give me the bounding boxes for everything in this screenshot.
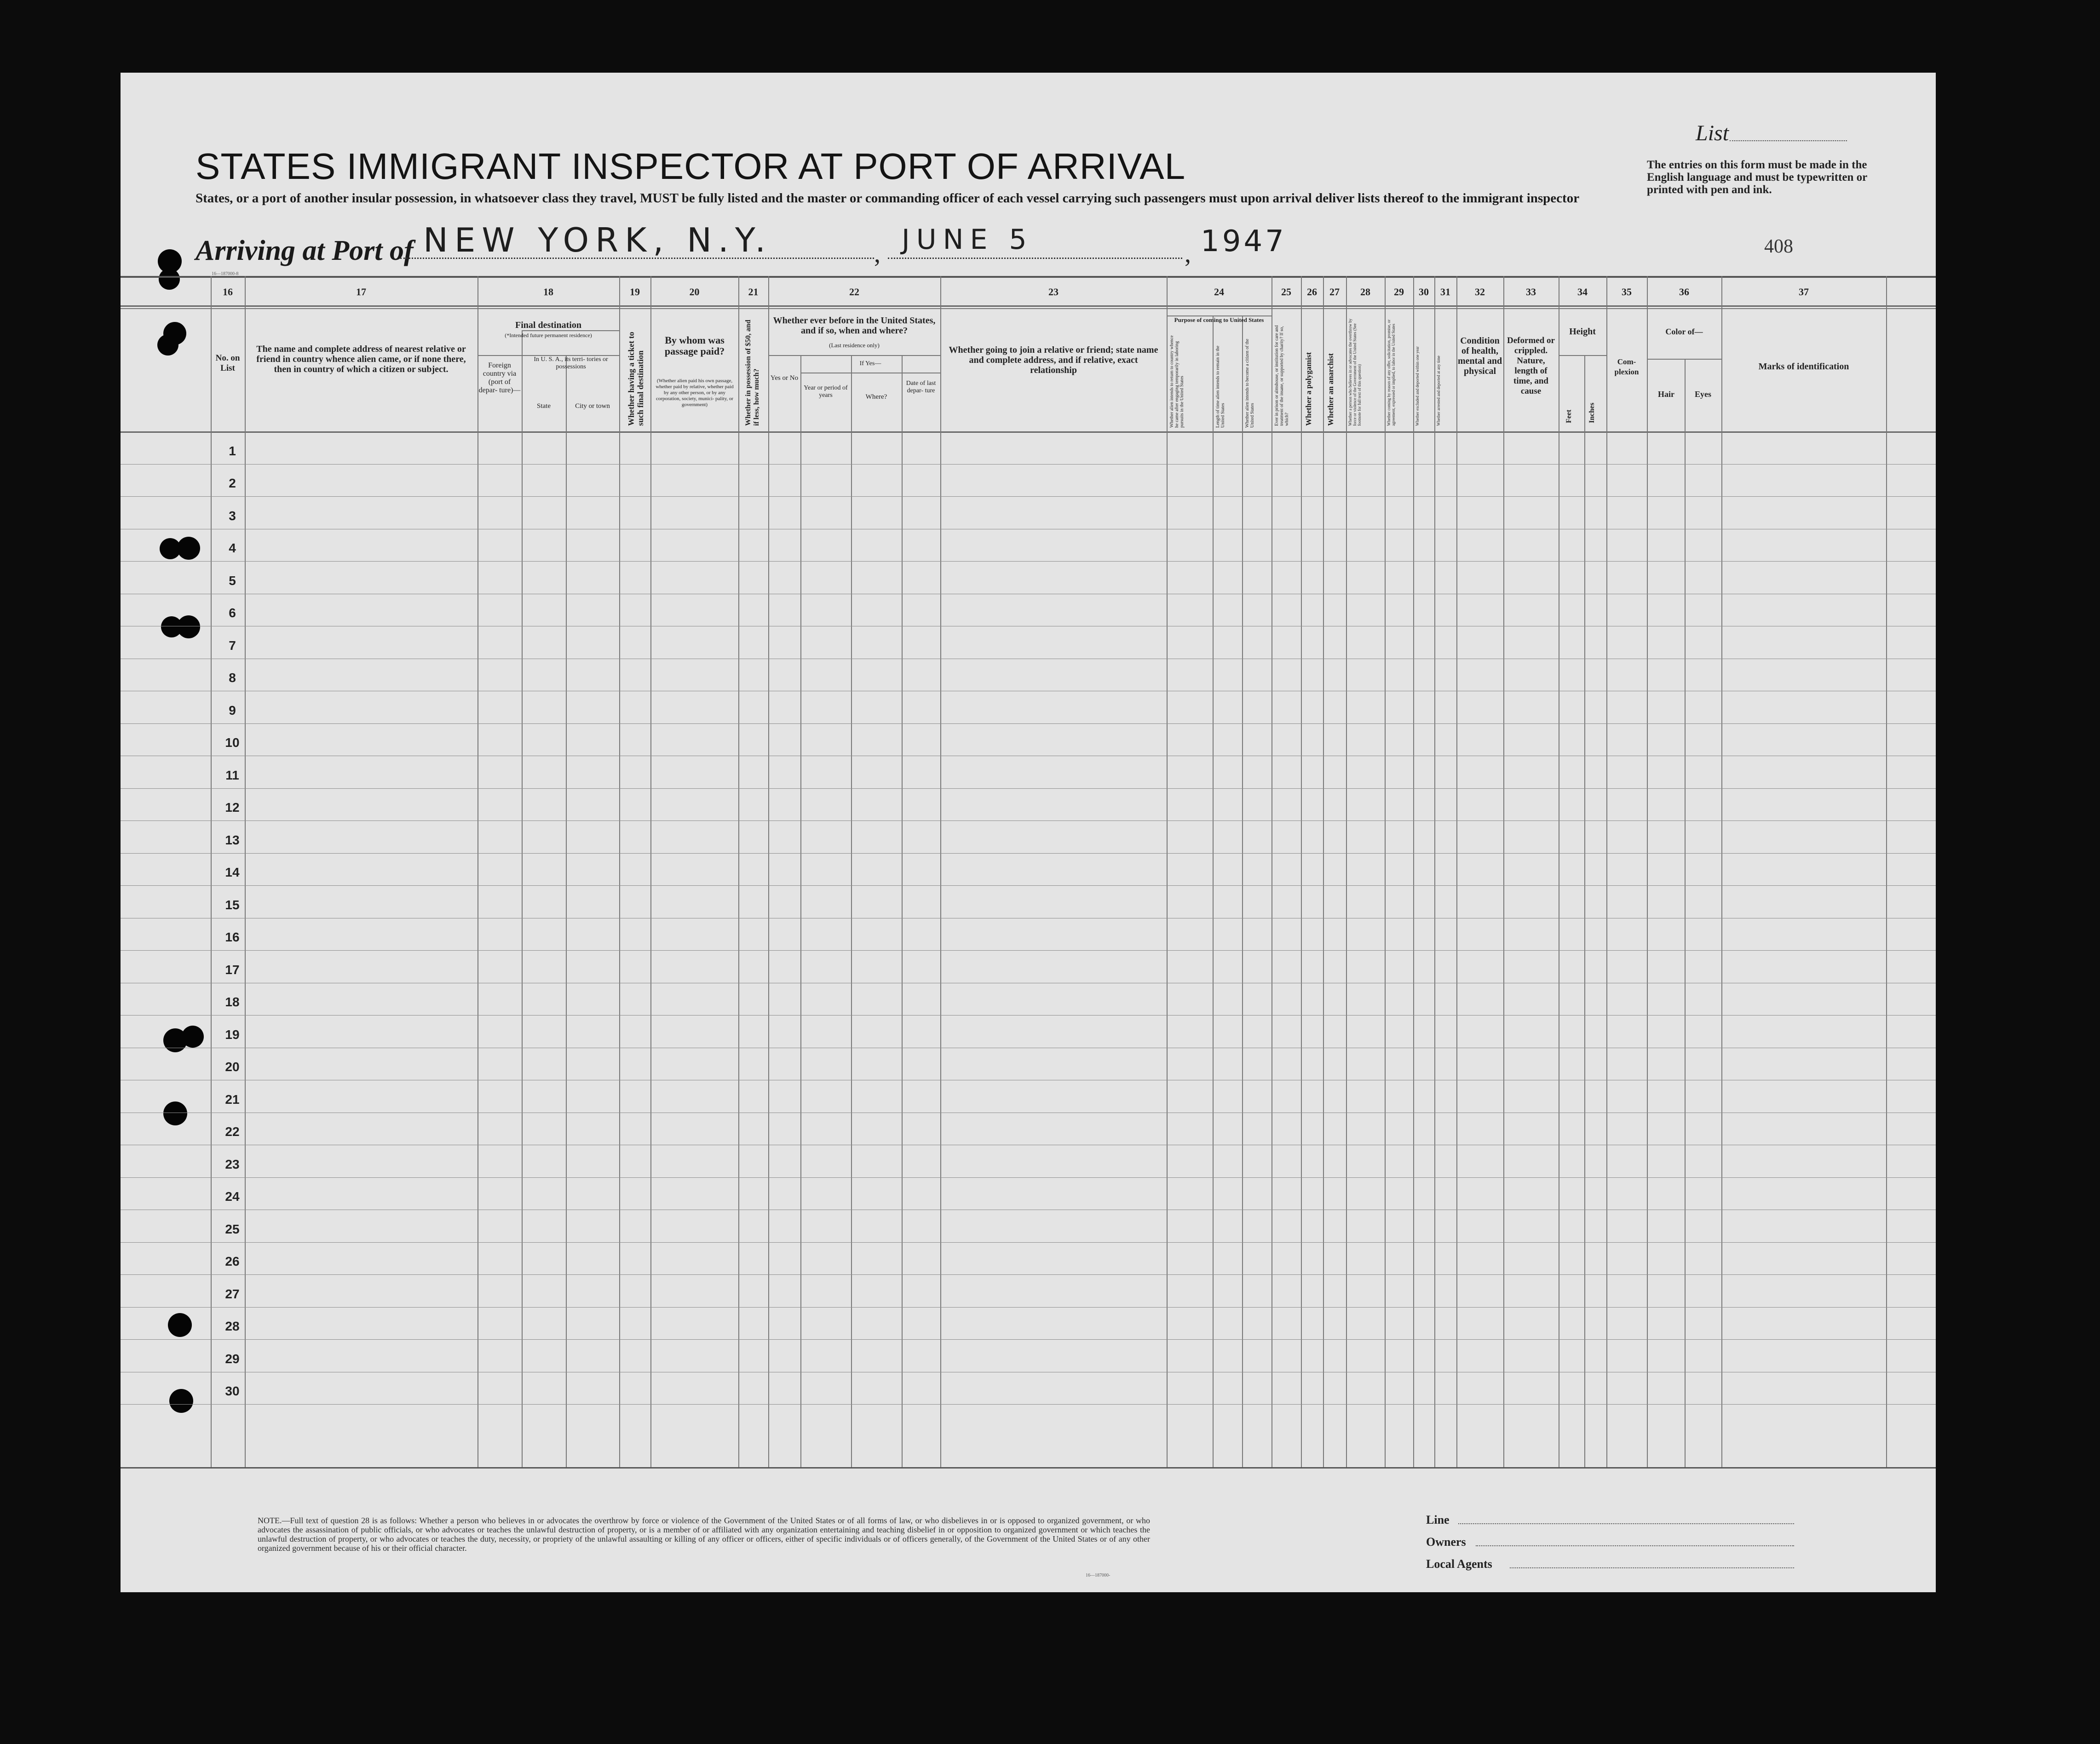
row-number: 27	[225, 1286, 240, 1301]
col-divider	[1456, 276, 1457, 1467]
list-label: List	[1696, 121, 1729, 145]
row-number: 29	[225, 1351, 240, 1366]
column-number: 19	[630, 286, 640, 298]
row-number: 2	[229, 476, 236, 490]
footnote-q28: NOTE.—Full text of question 28 is as follows: Whether a person who believes in or advocates the overthrow by force or violence of the Government of the United States or of all forms of law, or who disbelieves in or is opposed to organized government, or who advocates the assassination of public officials, or who advocates or teaches the unlawful destruction of property, or is a member of or affiliated with any organization entertaining and teaching disbelief in or opposition to organized government or which teaches the unlawful destruction of property, or who advocates or teaches the duty, necessity, or propriety of the unlawful assaulting or killing of any officer or officers, either of specific individuals or of officers generally, of the Government of the United States or of any other organized government because of his or their official character.	[258, 1516, 1150, 1553]
col-divider	[1413, 276, 1414, 1467]
column-number: 23	[1048, 286, 1059, 298]
row-rule	[121, 1307, 1936, 1308]
column-number-rule	[121, 308, 1936, 309]
col-divider	[566, 355, 567, 1467]
owners-label: Owners	[1426, 1535, 1466, 1549]
row-number: 19	[225, 1027, 240, 1042]
row-rule	[121, 1339, 1936, 1340]
row-number: 21	[225, 1092, 240, 1107]
table-bottom-rule	[121, 1467, 1936, 1469]
row-number: 9	[229, 703, 236, 717]
header-c22-yesno: Yes or No	[770, 374, 799, 382]
row-number: 8	[229, 671, 236, 685]
column-number: 27	[1329, 286, 1340, 298]
column-number: 29	[1394, 286, 1404, 298]
row-number: 15	[225, 897, 240, 912]
column-number: 37	[1799, 286, 1809, 298]
header-c31: Whether arrested and deported at any time	[1436, 356, 1441, 426]
row-number: 16	[225, 930, 240, 944]
col-divider	[1886, 276, 1887, 1467]
port-value: NEW YORK, N.Y.	[423, 221, 772, 259]
header-c36-hair: Hair	[1658, 390, 1674, 399]
header-c25: Ever in prison or almshouse, or institution for care and treatment of the insane, or supported by charity? If so, which?	[1274, 325, 1289, 426]
line-label: Line	[1426, 1513, 1450, 1526]
sub-rule	[768, 355, 940, 356]
list-number-line	[1730, 140, 1847, 141]
row-number: 23	[225, 1157, 240, 1171]
column-number: 31	[1440, 286, 1450, 298]
header-c24-title: Purpose of coming to United States	[1174, 316, 1264, 323]
date-value: JUNE 5	[902, 224, 1033, 256]
row-number: 5	[229, 573, 236, 588]
comma: ,	[1185, 240, 1191, 268]
row-rule	[121, 853, 1936, 854]
row-rule	[121, 820, 1936, 821]
header-c17: The name and complete address of nearest relative or friend in country whence alien came, or if none there, then in country of which a citizen or subject.	[256, 344, 466, 374]
col-divider	[1685, 359, 1686, 1467]
form-title: STATES IMMIGRANT INSPECTOR AT PORT OF ARRIVAL	[196, 146, 1186, 187]
row-number: 4	[229, 541, 236, 555]
row-rule	[121, 788, 1936, 789]
col-divider	[1606, 276, 1607, 1467]
column-number: 18	[543, 286, 553, 298]
col-divider	[650, 276, 651, 1467]
row-number: 11	[225, 768, 239, 782]
row-number: 24	[225, 1189, 240, 1204]
header-c22-ifyes: If Yes—	[859, 360, 881, 367]
header-c18-foreign: Foreign country via (port of depar- ture)—	[478, 361, 521, 394]
header-c33: Deformed or crippled. Nature, length of time, and cause	[1507, 336, 1555, 396]
header-c37: Marks of identification	[1758, 361, 1849, 372]
form-subtitle: States, or a port of another insular possession, in whatsoever class they travel, MUST be fully listed and the master or commanding officer of each vessel carrying such passengers must upon arrival deliver lists thereof to the immigrant inspector	[196, 191, 1580, 206]
column-number: 30	[1419, 286, 1429, 298]
col-divider	[800, 355, 801, 1467]
header-c22-sub: (Last residence only)	[829, 342, 880, 349]
row-rule	[121, 1404, 1936, 1405]
row-rule	[121, 561, 1936, 562]
local-agents-label: Local Agents	[1426, 1557, 1492, 1571]
header-c18-city: City or town	[575, 402, 610, 410]
header-c34-inches: Inches	[1588, 402, 1596, 423]
header-c22-title: Whether ever before in the United States, and if so, when and where?	[773, 316, 936, 336]
header-c21: Whether in possession of $50, and if less, how much?	[744, 320, 760, 426]
row-number: 18	[225, 995, 240, 1009]
header-c36-eyes: Eyes	[1695, 390, 1711, 399]
column-number-rule	[121, 305, 1936, 307]
col-divider	[1167, 276, 1168, 1467]
header-c35: Com- plexion	[1614, 357, 1639, 376]
header-c18-state: State	[537, 402, 551, 410]
column-number: 17	[356, 286, 366, 298]
row-number: 14	[225, 865, 240, 879]
row-rule	[121, 723, 1936, 724]
column-number: 24	[1214, 286, 1224, 298]
column-number: 34	[1577, 286, 1588, 298]
column-number: 36	[1679, 286, 1689, 298]
column-number: 21	[748, 286, 759, 298]
col-divider	[1721, 276, 1722, 1467]
manifest-table	[121, 276, 1936, 1467]
header-c29: Whether coming by reason of any offer, solicitation, promise, or agreement, expressed or implied, to labor in the United States	[1387, 319, 1396, 426]
col-divider	[940, 276, 941, 1467]
row-number: 1	[229, 443, 236, 458]
page-number: 408	[1764, 236, 1793, 257]
row-rule	[121, 464, 1936, 465]
date-line	[888, 258, 1182, 259]
header-c19: Whether having a ticket to such final destination	[627, 332, 645, 426]
row-number: 13	[225, 832, 240, 847]
header-c22-where: Where?	[865, 393, 887, 401]
col-divider	[1301, 276, 1302, 1467]
column-number: 35	[1622, 286, 1632, 298]
line-field[interactable]	[1458, 1523, 1794, 1524]
col-divider	[902, 355, 903, 1467]
col-divider	[1584, 355, 1585, 1467]
row-rule	[121, 950, 1936, 951]
column-number: 20	[689, 286, 700, 298]
header-c23: Whether going to join a relative or friend; state name and complete address, and if relative, exact relationship	[949, 345, 1158, 375]
header-c24-c: Whether alien intends to become a citizen of the United States	[1245, 338, 1255, 428]
column-number: 25	[1281, 286, 1291, 298]
row-number: 7	[229, 638, 236, 653]
header-c34-feet: Feet	[1565, 409, 1573, 423]
column-number: 22	[849, 286, 859, 298]
row-number: 28	[225, 1319, 240, 1333]
entries-note: The entries on this form must be made in the English language and must be typewritten or printed with pen and ink.	[1647, 159, 1867, 196]
header-c18-title: Final destination	[515, 320, 581, 330]
header-c22-date: Date of last depar- ture	[906, 380, 936, 394]
row-number: 25	[225, 1222, 240, 1236]
header-c26: Whether a polygamist	[1304, 352, 1313, 426]
col-divider	[1647, 276, 1648, 1467]
col-divider	[1346, 276, 1347, 1467]
col-divider	[851, 355, 852, 1467]
form-code: 16—187000-8	[212, 271, 239, 276]
col-divider	[619, 276, 620, 1467]
row-number: 17	[225, 962, 240, 977]
col-divider	[738, 276, 739, 1467]
header-c18-sub: (*Intended future permanent residence)	[505, 332, 592, 338]
header-c20-title: By whom was passage paid?	[664, 334, 725, 357]
owners-field[interactable]	[1476, 1545, 1794, 1546]
row-number: 22	[225, 1124, 240, 1139]
column-number: 33	[1526, 286, 1536, 298]
column-number: 16	[223, 286, 233, 298]
row-number: 10	[225, 735, 240, 750]
comma: ,	[874, 240, 880, 268]
sub-rule	[522, 330, 619, 331]
arriving-label: Arriving at Port of	[196, 235, 414, 266]
col-divider	[1323, 276, 1324, 1467]
header-c36-title: Color of—	[1665, 327, 1703, 336]
row-number: 26	[225, 1254, 240, 1268]
row-number: 6	[229, 606, 236, 620]
column-number: 28	[1360, 286, 1370, 298]
row-number: 20	[225, 1060, 240, 1074]
header-c27: Whether an anarchist	[1326, 353, 1335, 426]
row-rule	[121, 1242, 1936, 1243]
header-bottom-rule	[121, 431, 1936, 433]
header-c32: Condition of health, mental and physical	[1457, 336, 1502, 376]
col-divider	[768, 276, 769, 1467]
column-number: 26	[1307, 286, 1317, 298]
header-c24-a: Whether alien intends to return to country whence he came after engaging temporarily in laboring pursuits in the United States	[1169, 335, 1185, 428]
row-rule	[121, 1177, 1936, 1178]
header-c34-title: Height	[1569, 327, 1596, 337]
header-c30: Whether excluded and deported within one year	[1415, 346, 1420, 426]
table-top-rule	[121, 276, 1936, 278]
sub-rule	[1559, 355, 1606, 356]
row-rule	[121, 1274, 1936, 1275]
header-c28: Whether a person who believes in or advocates the overthrow by force or violence of the Government of the United States (See footnote for full text of this question)	[1348, 318, 1362, 426]
col-divider	[1434, 276, 1435, 1467]
year-value: 1947	[1201, 224, 1287, 258]
row-rule	[121, 885, 1936, 886]
col-divider	[1503, 276, 1504, 1467]
local-agents-field[interactable]	[1510, 1567, 1794, 1568]
col-divider	[1385, 276, 1386, 1467]
header-c18-usa: In U. S. A., its terri- tories or possessions	[534, 356, 608, 370]
footnote-code: 16—187000-	[1086, 1573, 1110, 1578]
header-c20-sub: (Whether alien paid his own passage, whether paid by relative, whether paid by any other person, or by any corporation, society, munici- pality, or government)	[656, 378, 734, 407]
row-rule	[121, 496, 1936, 497]
col-divider	[1213, 316, 1214, 1467]
col-divider	[1242, 316, 1243, 1467]
header-c22-period: Year or period of years	[804, 384, 848, 399]
col-divider	[522, 331, 523, 1467]
header-c24-b: Length of time alien intends to remain in the United States	[1215, 345, 1225, 428]
row-number: 12	[225, 800, 240, 815]
sub-rule	[1647, 359, 1721, 360]
column-number: 32	[1475, 286, 1485, 298]
header-c16: No. on List	[215, 353, 240, 373]
row-number: 3	[229, 508, 236, 523]
row-number: 30	[225, 1384, 240, 1398]
